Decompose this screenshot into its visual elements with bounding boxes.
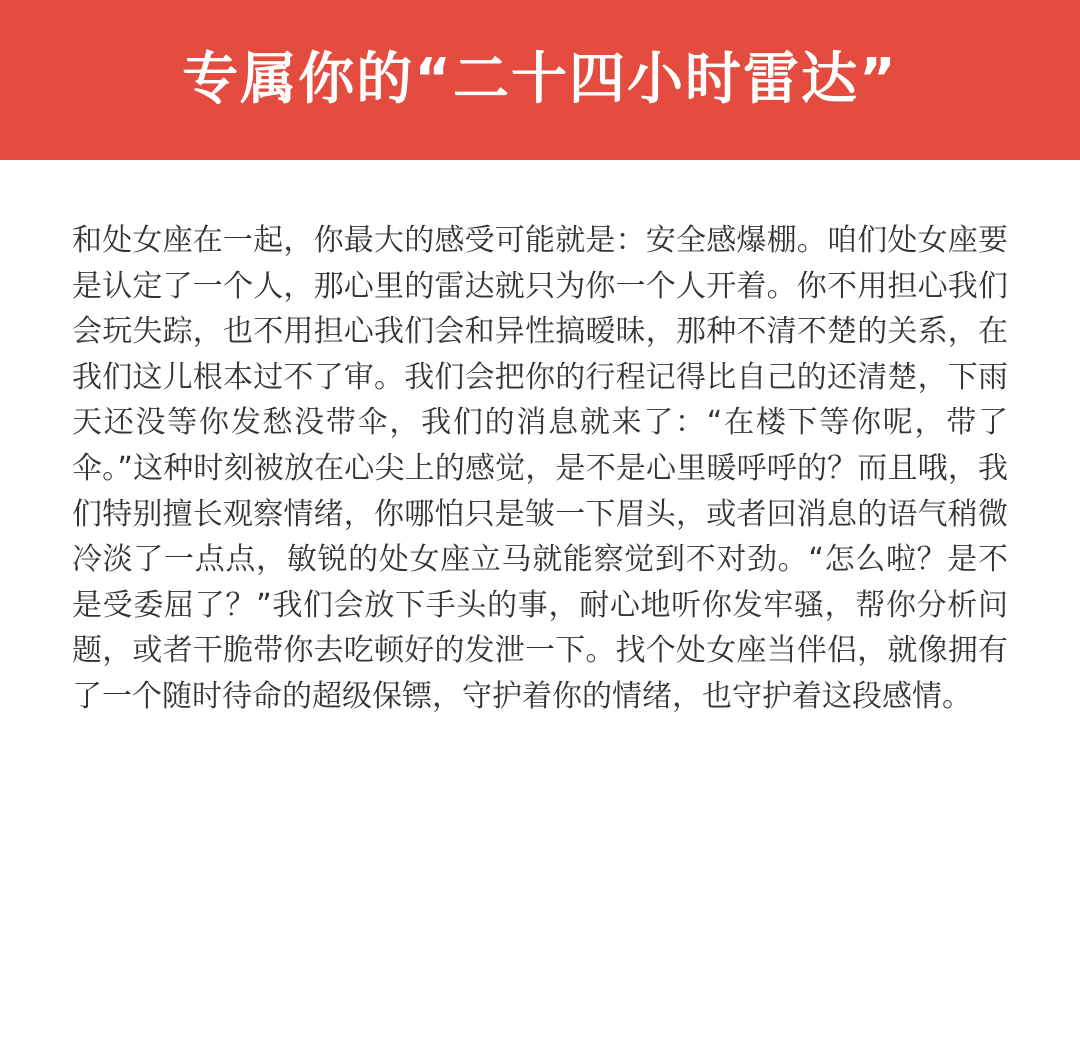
page-title: 专属你的“二十四小时雷达” <box>182 47 898 112</box>
article-paragraph: 和处女座在一起，你最大的感受可能就是：安全感爆棚。咱们处女座要是认定了一个人，那心里的雷达就只为你一个人开着。你不用担心我们会玩失踪，也不用担心我们会和异性搞暧昧，那种不清不楚的关系，在我们这儿根本过不了审。我们会把你的行程记得比自己的还清楚，下雨天还没等你发愁没带伞，我们的消息就来了：“在楼下等你呢，带了伞。”这种时刻被放在心尖上的感觉，是不是心里暖呼呼的？而且哦，我们特别擅长观察情绪，你哪怕只是皱一下眉头，或者回消息的语气稍微冷淡了一点点，敏锐的处女座立马就能察觉到不对劲。“怎么啦？是不是受委屈了？”我们会放下手头的事，耐心地听你发牢骚，帮你分析问题，或者干脆带你去吃顿好的发泄一下。找个处女座当伴侣，就像拥有了一个随时待命的超级保镖，守护着你的情绪，也守护着这段感情。 <box>72 223 1008 714</box>
header-banner <box>0 0 1080 160</box>
